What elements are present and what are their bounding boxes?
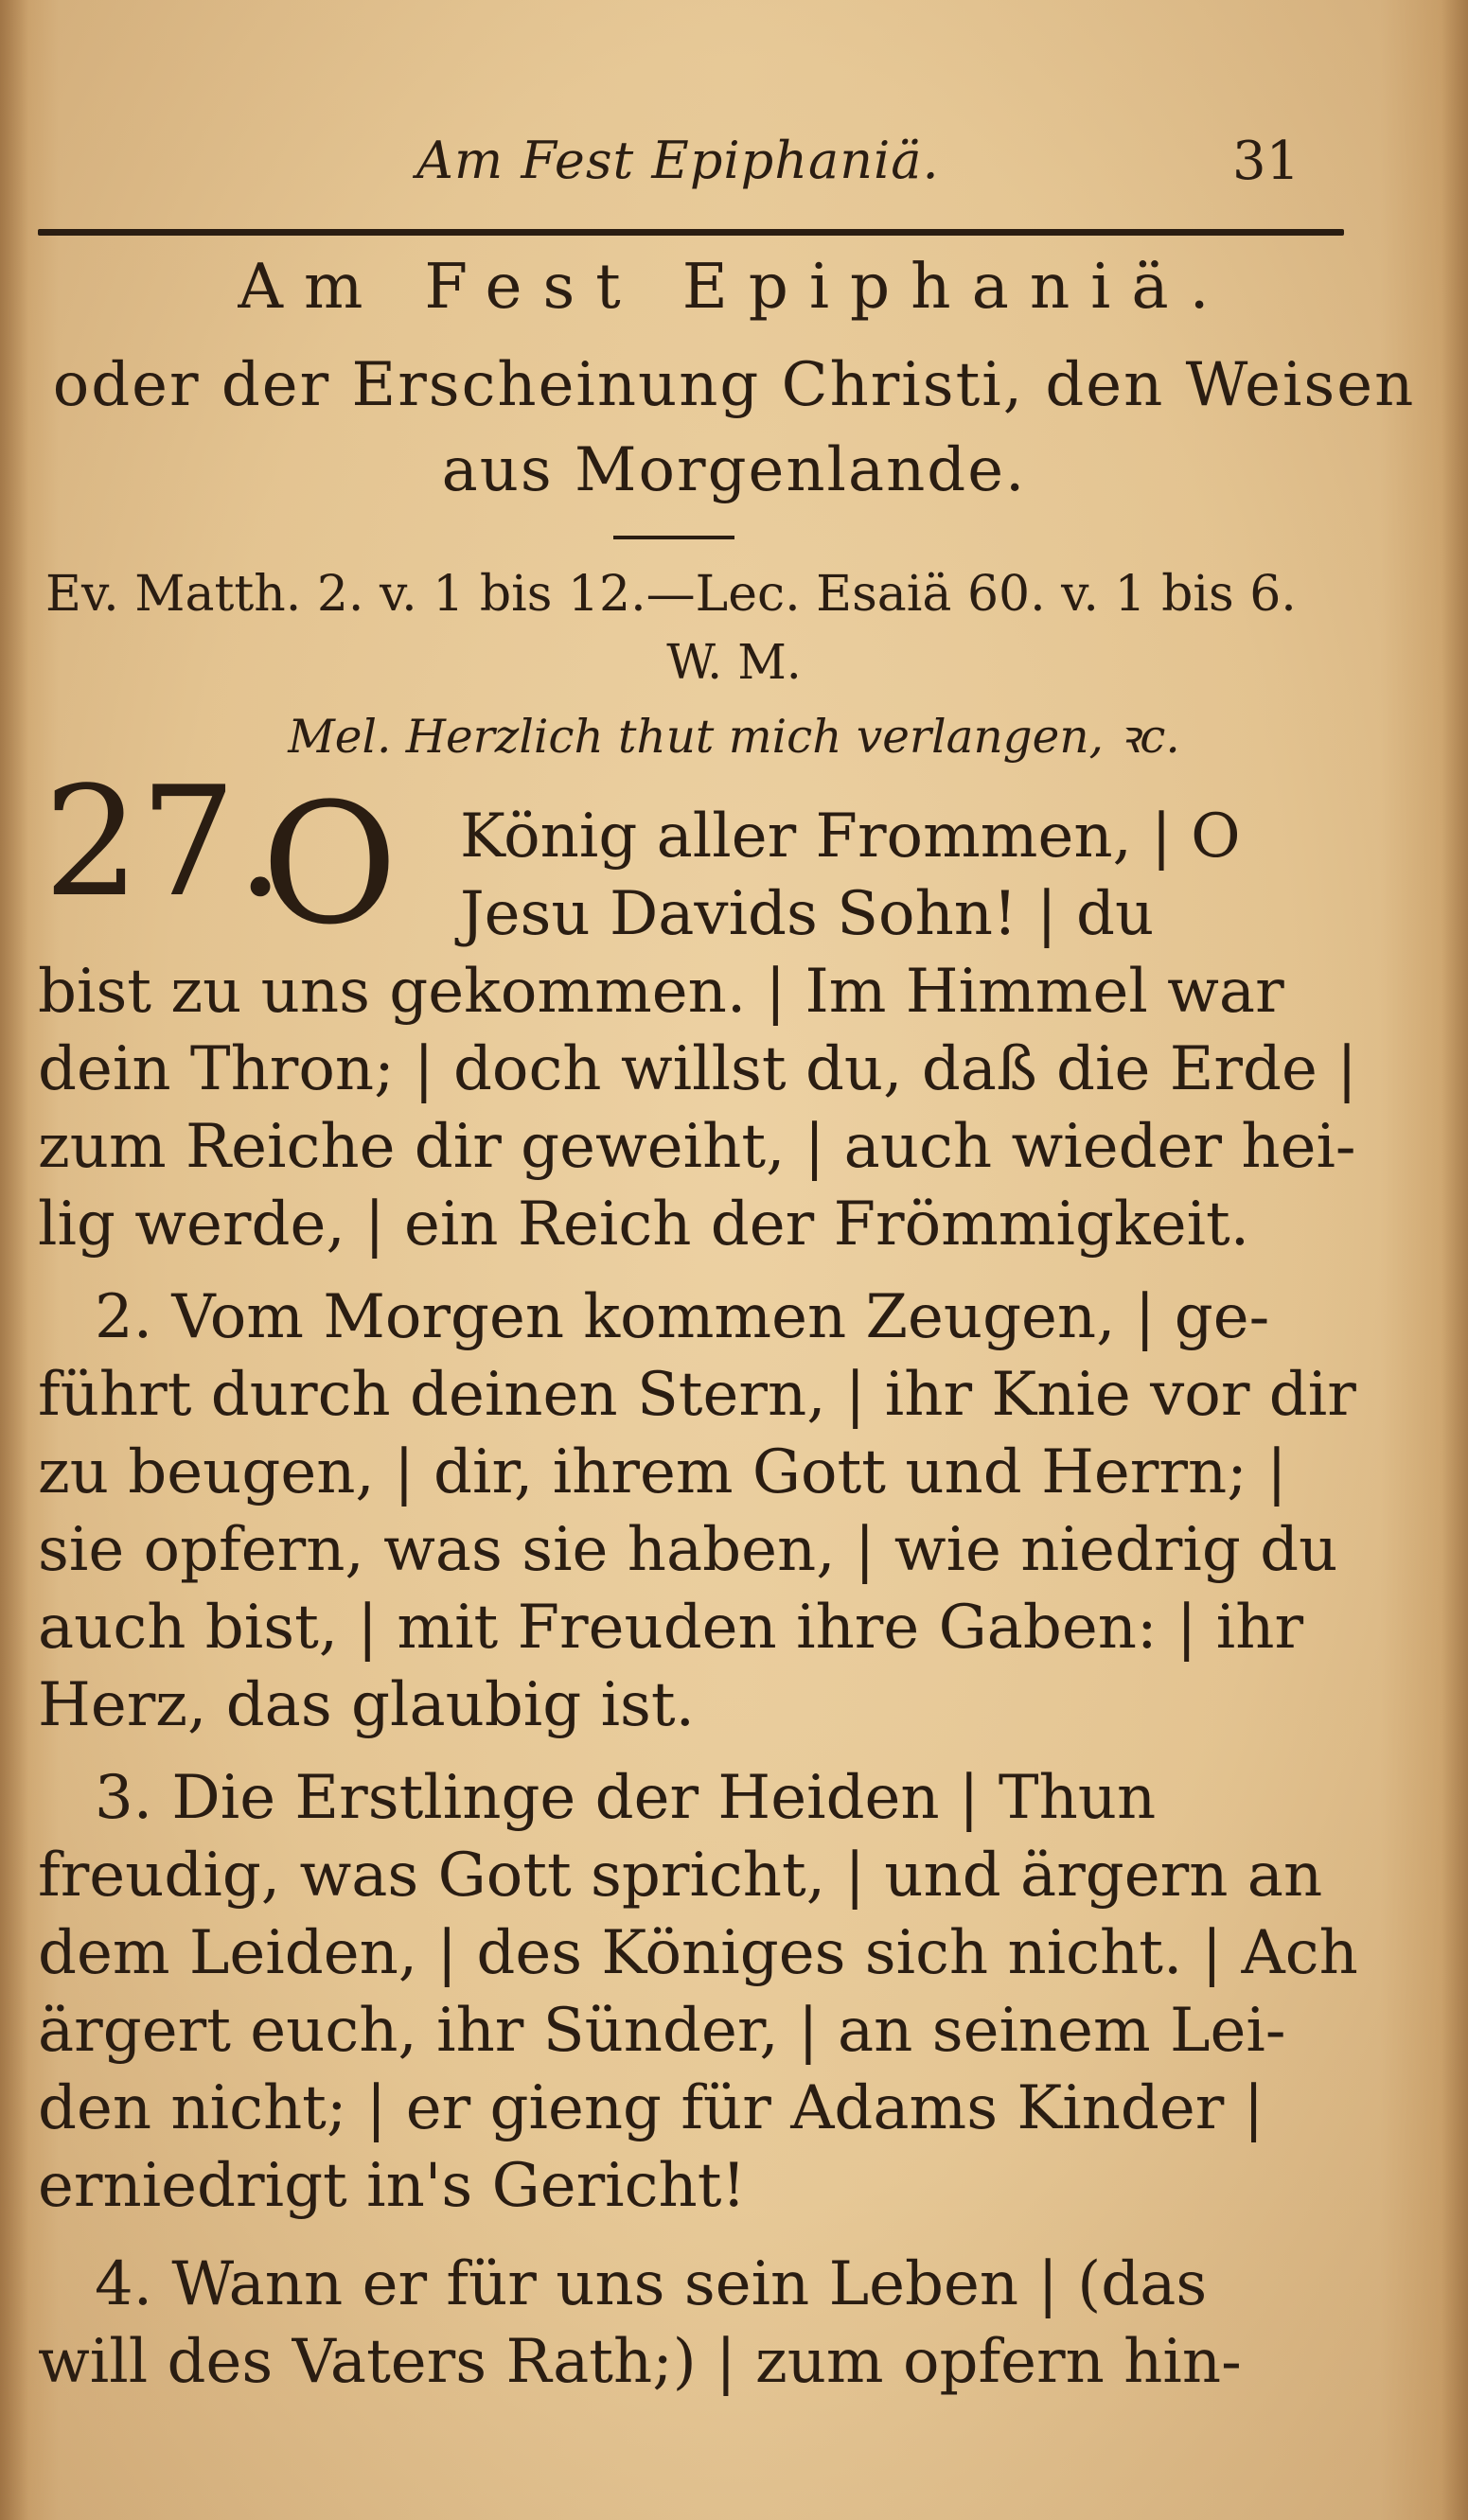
running-title: Am Fest Epiphaniä. — [416, 131, 940, 190]
verse-2-line-6: Herz, das glaubig ist. — [38, 1670, 695, 1740]
verse-2-line-5: auch bist, | mit Freuden ihre Gaben: | ihr — [38, 1593, 1304, 1663]
scripture-references: Ev. Matth. 2. v. 1 bis 12.—Lec. Esaiä 60. v. 1 bis 6. — [45, 566, 1297, 623]
verse-2-line-2: führt durch deinen Stern, | ihr Knie vor dir — [38, 1360, 1356, 1430]
verse-3-line-6: erniedrigt in's Gericht! — [38, 2151, 747, 2221]
verse-1-line-4: dein Thron; | doch willst du, daß die Erde | — [38, 1034, 1357, 1104]
verse-1-line-6: lig werde, | ein Reich der Frömmigkeit. — [38, 1190, 1250, 1260]
verse-3-line-3: dem Leiden, | des Königes sich nicht. | Ach — [38, 1918, 1358, 1988]
section-subtitle-line-1: oder der Erscheinung Christi, den Weisen — [52, 350, 1416, 420]
verse-4-line-1: 4. Wann er für uns sein Leben | (das — [95, 2249, 1208, 2319]
melody-indication: Mel. Herzlich thut mich verlangen, ꝛc. — [288, 711, 1180, 764]
section-subtitle-line-2: aus Morgenlande. — [441, 435, 1027, 505]
verse-2-line-4: sie opfern, was sie haben, | wie niedrig du — [38, 1515, 1338, 1585]
hymn-number: 27. — [44, 753, 285, 930]
verse-2-line-1: 2. Vom Morgen kommen Zeugen, | ge- — [95, 1282, 1270, 1352]
verse-3-line-1: 3. Die Erstlinge der Heiden | Thun — [95, 1763, 1157, 1833]
header-rule — [38, 229, 1344, 236]
verse-1-line-5: zum Reiche dir geweiht, | auch wieder hei- — [38, 1112, 1356, 1182]
page-number: 31 — [1232, 131, 1300, 192]
verse-1-line-2: Jesu Davids Sohn! | du — [460, 879, 1155, 949]
drop-cap: O — [261, 767, 398, 961]
scripture-abbreviation: W. M. — [666, 634, 802, 690]
verse-2-line-3: zu beugen, | dir, ihrem Gott und Herrn; | — [38, 1437, 1287, 1507]
running-header — [0, 131, 1468, 206]
verse-3-line-5: den nicht; | er gieng für Adams Kinder | — [38, 2073, 1265, 2143]
section-title: Am Fest Epiphaniä. — [238, 250, 1230, 323]
verse-3-line-2: freudig, was Gott spricht, | und ärgern an — [38, 1841, 1323, 1911]
title-divider — [613, 536, 734, 539]
verse-1-line-3: bist zu uns gekommen. | Im Himmel war — [38, 957, 1284, 1027]
verse-3-line-4: ärgert euch, ihr Sünder, | an seinem Lei- — [38, 1996, 1286, 2066]
verse-1-line-1: König aller Frommen, | O — [460, 802, 1241, 872]
verse-4-line-2: will des Vaters Rath;) | zum opfern hin- — [38, 2327, 1242, 2397]
